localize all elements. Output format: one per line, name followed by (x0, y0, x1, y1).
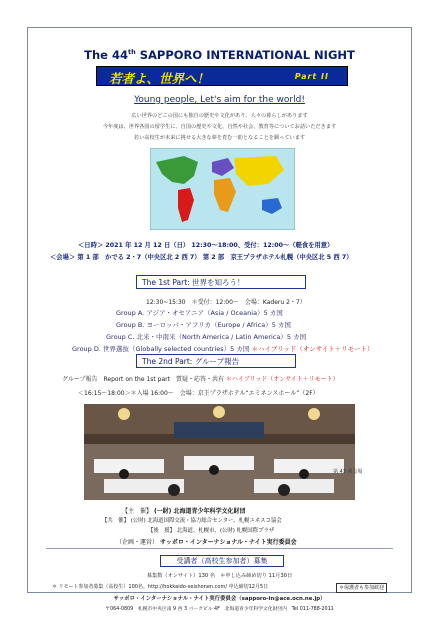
banner-main: 若者よ、世界へ！ (109, 71, 210, 86)
banner (96, 66, 348, 86)
organizer-role: （企画・運営） (116, 539, 159, 546)
flyer (27, 27, 412, 612)
title-sup: th (127, 48, 136, 57)
recruit-onsite: 募集数（オンサイト）130 名 ＊申し込み締め切り 11月30日 (146, 573, 293, 579)
event-title (28, 48, 411, 62)
organizer-committee (116, 537, 297, 546)
title-text: The 44 (84, 48, 128, 62)
part2-venue-line: ＜16:15～18:00＞＊入場 16:00～ 会場：京王プラザホテル“エミネンスホール”（2F） (78, 390, 319, 397)
group-d-text: Group D. 世界選抜（Globally selected countries）5 カ国 (72, 345, 250, 353)
group-b: Group B. ヨーロッパ・アフリカ（Europe / Africa）5 カ国 (116, 321, 291, 329)
group-c: Group C. 北米・中南米（North America / Latin America）5 カ国 (106, 333, 307, 341)
photo-caption: 第 43 回会場 (333, 469, 363, 475)
date-line (78, 240, 333, 249)
part2-report-note: ＊ハイブリッド（オンサイト＋リモート） (225, 376, 339, 383)
parents-welcome-badge: ＊保護者も参加歓迎 (336, 583, 387, 593)
venue-part2: 第 2 部 京王プラザホテル札幌（中央区北 5 西 7） (202, 254, 353, 261)
intro-line-1: 広い世界のどこの国にも独自の歴史や文化があり、人々の暮らしがあります (131, 113, 308, 119)
organizer-name: (公財) 北海道国際交流・協力総合センター、札幌ユネスコ協会 (130, 518, 282, 524)
organizer-role: 【共 催】 (102, 518, 129, 524)
organizer-name: サッポロ・インターナショナル・ナイト実行委員会 (159, 539, 297, 546)
organizer-cohost (102, 516, 282, 524)
slogan: Young people, Let's aim for the world! (134, 95, 305, 105)
organizer-name: (一財) 北海道青少年科学文化財団 (153, 508, 246, 515)
address-line: 〒064-0809 札幌市中央区南 9 西 3 パークビル 4F 北海道青少年科学文化財団内 Tel 011-788-2011 (105, 607, 334, 612)
organizer-role: 【後 援】 (148, 528, 175, 534)
organizer-role: 【主 催】 (122, 508, 153, 515)
venue-part1: 第 1 部 かでる 2・7（中央区北 2 西 7） (77, 254, 201, 261)
part2-report-line (62, 374, 339, 383)
organizer-host (122, 506, 246, 515)
title-text-rest: SAPPORO INTERNATIONAL NIGHT (135, 48, 355, 62)
group-d-note: ＊ハイブリッド（オンサイト＋リモート） (251, 345, 374, 353)
recruit-remote: ＊ リモート参加者募集（高校生）100名。http://hokkaido-seishonen.com/ 申込締切12月5日 (52, 584, 269, 590)
committee-contact: サッポロ・インターナショナル・ナイト実行委員会（sapporo-in@ace.ocn.ne.jp） (113, 596, 326, 602)
part1-time: 12:30~15:30 ＊受付：12:00～ 会場：Kaderu 2・7） (146, 299, 306, 306)
part2-heading (136, 354, 296, 368)
group-a: Group A. アジア・オセアニア（Asia / Oceania）5 カ国 (116, 309, 283, 317)
venue-line (50, 252, 353, 261)
intro-line-3: 若い高校生が未来に挑せる大きな夢を育む一助となることを願っています (133, 135, 306, 141)
part2-heading-text: The 2nd Part: グループ報告 (142, 357, 240, 366)
date-value: 2021 年 12 月 12 日（日） (105, 242, 190, 249)
divider (46, 548, 393, 549)
world-map-image (150, 148, 295, 230)
part2-report-text: グループ報告 Report on the 1st part 質疑・応答・共有 (62, 376, 224, 383)
date-label: ＜日時＞ (78, 242, 104, 249)
organizer-support (148, 526, 274, 534)
banner-part: Part II (294, 72, 329, 81)
part1-heading-text: The 1st Part: 世界を知ろう！ (142, 278, 245, 287)
time-value: 12:30～18:00、受付：12:00～（軽食を用意） (191, 242, 334, 249)
venue-photo (84, 404, 355, 500)
part1-heading (136, 275, 306, 289)
intro-line-2: 今年度は、世界各国の留学生に、自国の歴史や文化、自然や社会、教育等についてお話いただきます (102, 124, 337, 130)
venue-label: ＜会場＞ (50, 254, 76, 261)
recruit-heading: 受講者（高校生参加者）募集 (160, 555, 284, 567)
organizer-name: 北海道、札幌市、(公財) 札幌国際プラザ (176, 528, 275, 534)
group-d (72, 344, 374, 353)
